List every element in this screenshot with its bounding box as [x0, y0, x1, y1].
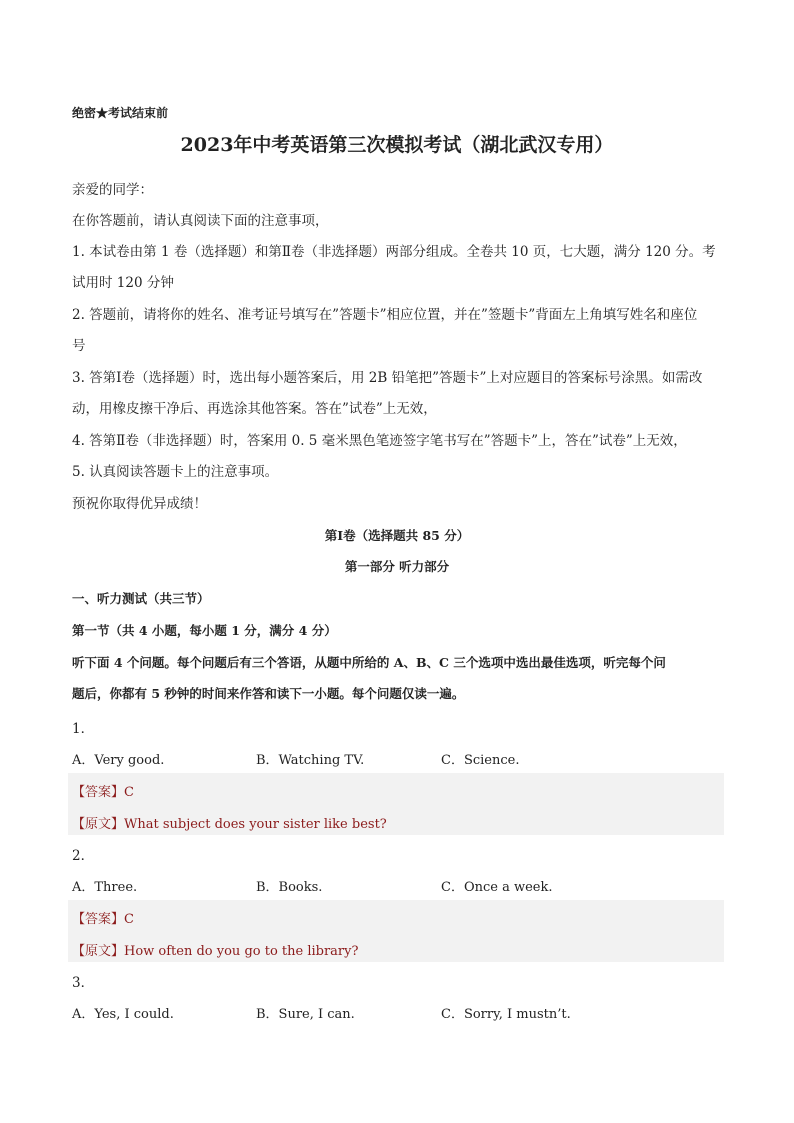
option-a: A．Three.	[72, 880, 138, 895]
part-heading: 第一部分 听力部分	[344, 559, 450, 574]
option-c: C．Once a week.	[441, 880, 553, 895]
option-a: A．Very good.	[72, 753, 165, 768]
subsection-heading: 第一节（共 4 小题，每小题 1 分，满分 4 分）	[72, 623, 337, 638]
question-number: 3．	[72, 975, 95, 991]
notice-item-1b: 试用时 120 分钟	[72, 275, 174, 291]
question-number: 1．	[72, 721, 95, 737]
transcript-text: 【原文】What subject does your sister like best?	[72, 817, 387, 832]
notice-wish: 预祝你取得优异成绩！	[72, 496, 207, 512]
notice-item-2b: 号	[72, 338, 86, 354]
question-number: 2．	[72, 848, 95, 864]
answer-text: 【答案】C	[72, 785, 134, 800]
transcript-text: 【原文】How often do you go to the library?	[72, 944, 359, 959]
notice-intro: 在你答题前，请认真阅读下面的注意事项，	[72, 213, 329, 229]
instruction-line-a: 听下面 4 个问题。每个问题后有三个答语，从题中所给的 A、B、C 三个选项中选出最佳选项，听完每个问	[72, 655, 666, 670]
option-c: C．Sorry, I mustn’t.	[441, 1007, 571, 1022]
option-b: B．Sure, I can.	[256, 1007, 355, 1022]
option-b: B．Books.	[256, 880, 323, 895]
volume-heading: 第Ⅰ卷（选择题共 85 分）	[324, 528, 470, 543]
notice-item-3a: 3. 答第Ⅰ卷（选择题）时，选出每小题答案后，用 2B 铅笔把”答题卡”上对应题目的答案标号涂黑。如需改	[72, 370, 703, 386]
option-c: C．Science.	[441, 753, 520, 768]
page-title: 2023年中考英语第三次模拟考试（湖北武汉专用）	[180, 134, 614, 156]
section-heading: 一、听力测试（共三节）	[72, 591, 210, 606]
notice-item-1a: 1. 本试卷由第 1 卷（选择题）和第Ⅱ卷（非选择题）两部分组成。全卷共 10 页，七大题，满分 120 分。考	[72, 244, 716, 260]
notice-item-3b: 动，用橡皮擦干净后、再选涂其他答案。答在”试卷”上无效，	[72, 401, 437, 417]
notice-item-4: 4. 答第Ⅱ卷（非选择题）时，答案用 0. 5 毫米黑色笔迹签字笔书写在”答题卡”上，答在”试卷”上无效，	[72, 433, 687, 449]
notice-item-2a: 2. 答题前，请将你的姓名、准考证号填写在”答题卡”相应位置，并在”签题卡”背面左上角填写姓名和座位	[72, 307, 698, 323]
notice-item-5: 5. 认真阅读答题卡上的注意事项。	[72, 464, 279, 480]
instruction-line-b: 题后，你都有 5 秒钟的时间来作答和读下一小题。每个问题仅读一遍。	[72, 686, 465, 701]
confidential-label: 绝密★考试结束前	[72, 106, 169, 120]
answer-text: 【答案】C	[72, 912, 134, 927]
option-b: B．Watching TV.	[256, 753, 365, 768]
option-a: A．Yes, I could.	[72, 1007, 174, 1022]
greeting: 亲爱的同学：	[72, 182, 153, 198]
